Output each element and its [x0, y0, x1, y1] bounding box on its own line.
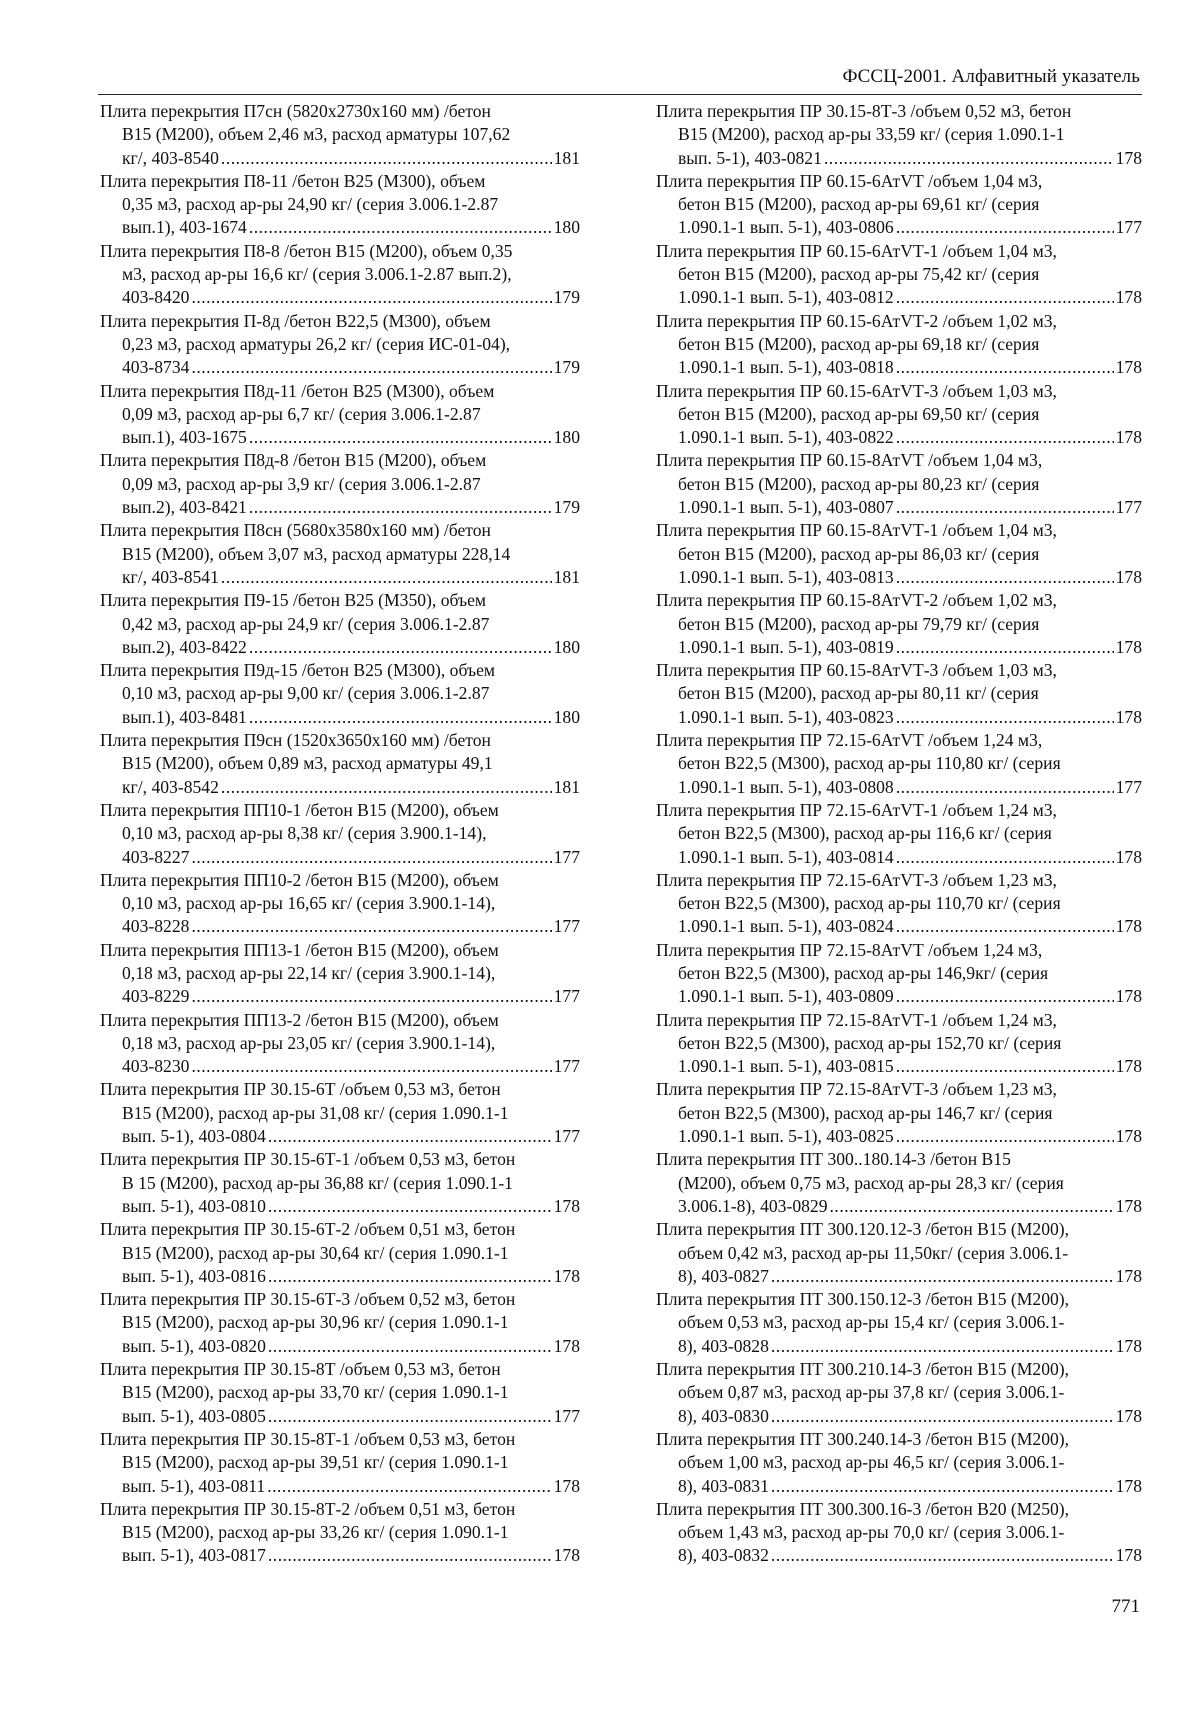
entry-text: кг/, 403-8541 [122, 566, 219, 587]
entry-page-ref: 178 [553, 1335, 580, 1356]
entry-last-line [100, 286, 580, 309]
entry-last-line [656, 1195, 1142, 1218]
dot-leader [896, 985, 1114, 1008]
entry-text: 403-8420 [122, 287, 190, 308]
entry-line: Плита перекрытия ПР 72.15-6АтVТ-3 /объем 1,23 м3, [656, 869, 1057, 890]
index-entry [656, 310, 1142, 380]
entry-page-ref: 177 [1115, 776, 1142, 797]
entry-line: Плита перекрытия ПР 60.15-8АтVТ-2 /объем 1,02 м3, [656, 590, 1057, 611]
entry-line: Плита перекрытия ПП10-1 /бетон В15 (М200), объем [100, 799, 499, 820]
entry-page-ref: 178 [1115, 1126, 1142, 1147]
entry-page-ref: 178 [1115, 357, 1142, 378]
entry-line: бетон В22,5 (М300), расход ар-ры 110,80 кг/ (серия [678, 753, 1061, 774]
dot-leader [896, 776, 1114, 799]
entry-text: 8), 403-0828 [678, 1335, 769, 1356]
entry-text: 8), 403-0830 [678, 1405, 769, 1426]
entry-line: 0,18 м3, расход ар-ры 22,14 кг/ (серия 3.900.1-14), [122, 962, 496, 983]
entry-page-ref: 180 [553, 427, 580, 448]
index-entry [656, 100, 1142, 170]
entry-text: 1.090.1-1 вып. 5-1), 403-0818 [678, 357, 894, 378]
dot-leader [830, 1195, 1114, 1218]
entry-page-ref: 178 [1115, 566, 1142, 587]
entry-last-line [656, 1544, 1142, 1567]
index-entry [656, 1288, 1142, 1358]
entry-last-line [100, 1265, 580, 1288]
index-entry [656, 869, 1142, 939]
entry-text: 1.090.1-1 вып. 5-1), 403-0813 [678, 566, 894, 587]
dot-leader [896, 706, 1114, 729]
entry-text: вып.1), 403-1674 [122, 217, 247, 238]
entry-line: бетон В15 (М200), расход ар-ры 80,23 кг/ (серия [678, 473, 1040, 494]
dot-leader [249, 426, 552, 449]
entry-line: Плита перекрытия П8д-11 /бетон В25 (М300), объем [100, 380, 495, 401]
entry-text: 1.090.1-1 вып. 5-1), 403-0809 [678, 986, 894, 1007]
entry-last-line [656, 286, 1142, 309]
dot-leader [896, 915, 1114, 938]
entry-line: Плита перекрытия П9сн (1520x3650x160 мм) /бетон [100, 730, 491, 751]
entry-page-ref: 177 [1115, 217, 1142, 238]
dot-leader [771, 1475, 1114, 1498]
entry-last-line [656, 915, 1142, 938]
entry-page-ref: 177 [553, 1126, 580, 1147]
entry-line: 0,18 м3, расход ар-ры 23,05 кг/ (серия 3.900.1-14), [122, 1032, 496, 1053]
entry-line: В15 (М200), расход ар-ры 31,08 кг/ (серия 1.090.1-1 [122, 1102, 509, 1123]
entry-last-line [100, 1195, 580, 1218]
entry-line: объем 1,00 м3, расход ар-ры 46,5 кг/ (серия 3.006.1- [678, 1452, 1065, 1473]
index-entry [656, 1009, 1142, 1079]
index-entry [656, 659, 1142, 729]
dot-leader [191, 286, 551, 309]
entry-page-ref: 178 [1115, 846, 1142, 867]
entry-last-line [656, 1125, 1142, 1148]
entry-line: 0,23 м3, расход арматуры 26,2 кг/ (серия ИС-01-04), [122, 333, 511, 354]
dot-leader [896, 356, 1114, 379]
entry-line: бетон В22,5 (М300), расход ар-ры 116,6 кг/ (серия [678, 823, 1052, 844]
entry-text: вып. 5-1), 403-0821 [678, 147, 822, 168]
entry-text: 1.090.1-1 вып. 5-1), 403-0822 [678, 427, 894, 448]
index-entry [100, 380, 580, 450]
index-entry [100, 589, 580, 659]
entry-line: объем 0,87 м3, расход ар-ры 37,8 кг/ (серия 3.006.1- [678, 1382, 1065, 1403]
dot-leader [896, 846, 1114, 869]
index-entry [100, 240, 580, 310]
entry-page-ref: 178 [1115, 1405, 1142, 1426]
entry-page-ref: 178 [1115, 147, 1142, 168]
entry-line: В15 (М200), расход ар-ры 30,64 кг/ (серия 1.090.1-1 [122, 1242, 509, 1263]
entry-page-ref: 178 [1115, 1545, 1142, 1566]
entry-last-line [100, 496, 580, 519]
entry-text: 8), 403-0832 [678, 1545, 769, 1566]
entry-line: Плита перекрытия ПР 60.15-8АтVТ /объем 1,04 м3, [656, 450, 1043, 471]
entry-text: 1.090.1-1 вып. 5-1), 403-0814 [678, 846, 894, 867]
dot-leader [896, 566, 1114, 589]
dot-leader [896, 636, 1114, 659]
entry-line: Плита перекрытия ПР 72.15-8АтVТ-1 /объем 1,24 м3, [656, 1009, 1057, 1030]
dot-leader [249, 636, 552, 659]
entry-line: Плита перекрытия ПР 60.15-8АтVТ-1 /объем 1,04 м3, [656, 520, 1057, 541]
entry-page-ref: 177 [553, 846, 580, 867]
entry-text: 1.090.1-1 вып. 5-1), 403-0812 [678, 287, 894, 308]
entry-last-line [656, 706, 1142, 729]
entry-page-ref: 181 [553, 776, 580, 797]
entry-line: Плита перекрытия П8-8 /бетон В15 (М200), объем 0,35 [100, 240, 513, 261]
entry-line: бетон В15 (М200), расход ар-ры 86,03 кг/ (серия [678, 543, 1040, 564]
entry-page-ref: 179 [553, 287, 580, 308]
dot-leader [221, 147, 552, 170]
entry-line: бетон В15 (М200), расход ар-ры 69,61 кг/ (серия [678, 194, 1040, 215]
entry-last-line [100, 1335, 580, 1358]
entry-text: вып.1), 403-8481 [122, 706, 247, 727]
index-entry [100, 310, 580, 380]
entry-last-line [100, 1405, 580, 1428]
dot-leader [896, 286, 1114, 309]
entry-last-line [100, 1125, 580, 1148]
index-entry [100, 1078, 580, 1148]
entry-last-line [656, 1475, 1142, 1498]
entry-text: 1.090.1-1 вып. 5-1), 403-0825 [678, 1126, 894, 1147]
entry-last-line [100, 985, 580, 1008]
entry-line: Плита перекрытия ПР 30.15-8Т-1 /объем 0,53 м3, бетон [100, 1428, 516, 1449]
index-entry [656, 939, 1142, 1009]
index-entry [656, 1078, 1142, 1148]
entry-line: 0,35 м3, расход ар-ры 24,90 кг/ (серия 3.006.1-2.87 [122, 194, 499, 215]
entry-page-ref: 178 [1115, 1056, 1142, 1077]
entry-last-line [100, 147, 580, 170]
entry-text: 403-8230 [122, 1056, 190, 1077]
entry-line: объем 0,53 м3, расход ар-ры 15,4 кг/ (серия 3.006.1- [678, 1312, 1065, 1333]
index-entry [100, 869, 580, 939]
index-entry [100, 100, 580, 170]
entry-last-line [100, 636, 580, 659]
entry-text: вып. 5-1), 403-0817 [122, 1545, 266, 1566]
entry-line: Плита перекрытия ПТ 300..180.14-3 /бетон В15 [656, 1149, 1011, 1170]
entry-page-ref: 178 [553, 1545, 580, 1566]
entry-line: Плита перекрытия ПП13-1 /бетон В15 (М200), объем [100, 939, 499, 960]
entry-page-ref: 177 [553, 1056, 580, 1077]
entry-page-ref: 177 [553, 986, 580, 1007]
dot-leader [268, 1265, 552, 1288]
entry-line: Плита перекрытия П8д-8 /бетон В15 (М200), объем [100, 450, 487, 471]
entry-last-line [100, 356, 580, 379]
entry-text: вып.1), 403-1675 [122, 427, 247, 448]
entry-line: 0,09 м3, расход ар-ры 3,9 кг/ (серия 3.006.1-2.87 [122, 473, 481, 494]
entry-line: бетон В22,5 (М300), расход ар-ры 152,70 кг/ (серия [678, 1032, 1062, 1053]
index-entry [656, 380, 1142, 450]
index-entry [100, 1009, 580, 1079]
index-entry [100, 1358, 580, 1428]
entry-last-line [656, 776, 1142, 799]
right-column [656, 100, 1142, 1568]
entry-line: В15 (М200), расход ар-ры 33,26 кг/ (серия 1.090.1-1 [122, 1522, 509, 1543]
entry-text: 1.090.1-1 вып. 5-1), 403-0807 [678, 497, 894, 518]
entry-line: бетон В22,5 (М300), расход ар-ры 110,70 кг/ (серия [678, 893, 1061, 914]
entry-text: вып. 5-1), 403-0820 [122, 1335, 266, 1356]
entry-line: Плита перекрытия ПТ 300.120.12-3 /бетон В15 (М200), [656, 1219, 1070, 1240]
entry-text: 1.090.1-1 вып. 5-1), 403-0806 [678, 217, 894, 238]
entry-line: бетон В15 (М200), расход ар-ры 75,42 кг/ (серия [678, 264, 1040, 285]
dot-leader [191, 985, 551, 1008]
dot-leader [249, 706, 552, 729]
entry-last-line [656, 216, 1142, 239]
dot-leader [896, 1125, 1114, 1148]
entry-line: Плита перекрытия ПТ 300.210.14-3 /бетон В15 (М200), [656, 1359, 1070, 1380]
entry-line: объем 0,42 м3, расход ар-ры 11,50кг/ (серия 3.006.1- [678, 1242, 1069, 1263]
index-entry [100, 1498, 580, 1568]
entry-text: вып. 5-1), 403-0811 [122, 1475, 266, 1496]
entry-page-ref: 180 [553, 217, 580, 238]
entry-text: 403-8229 [122, 986, 190, 1007]
index-entry [100, 729, 580, 799]
entry-page-ref: 178 [1115, 916, 1142, 937]
entry-page-ref: 178 [553, 1475, 580, 1496]
entry-line: бетон В15 (М200), расход ар-ры 79,79 кг/ (серия [678, 613, 1040, 634]
index-entry [656, 799, 1142, 869]
entry-page-ref: 177 [553, 916, 580, 937]
entry-last-line [656, 147, 1142, 170]
index-entry [656, 519, 1142, 589]
dot-leader [249, 216, 552, 239]
entry-last-line [656, 636, 1142, 659]
entry-last-line [656, 1265, 1142, 1288]
entry-line: Плита перекрытия ПР 60.15-8АтVТ-3 /объем 1,03 м3, [656, 660, 1057, 681]
entry-line: Плита перекрытия ПР 60.15-6АтVТ-3 /объем 1,03 м3, [656, 380, 1057, 401]
entry-page-ref: 177 [1115, 497, 1142, 518]
dot-leader [896, 1055, 1114, 1078]
index-entry [656, 240, 1142, 310]
index-entry [100, 659, 580, 729]
entry-text: вып. 5-1), 403-0810 [122, 1195, 266, 1216]
entry-line: бетон В15 (М200), расход ар-ры 69,50 кг/ (серия [678, 403, 1040, 424]
entry-last-line [100, 1055, 580, 1078]
dot-leader [896, 496, 1114, 519]
entry-text: 1.090.1-1 вып. 5-1), 403-0815 [678, 1056, 894, 1077]
entry-text: 1.090.1-1 вып. 5-1), 403-0824 [678, 916, 894, 937]
index-entry [100, 1148, 580, 1218]
entry-line: В15 (М200), объем 3,07 м3, расход арматуры 228,14 [122, 543, 511, 564]
entry-last-line [656, 1405, 1142, 1428]
entry-line: бетон В15 (М200), расход ар-ры 80,11 кг/ (серия [678, 683, 1039, 704]
index-entry [656, 1148, 1142, 1218]
entry-line: Плита перекрытия ПР 60.15-6АтVТ-1 /объем 1,04 м3, [656, 240, 1057, 261]
entry-line: В15 (М200), расход ар-ры 33,70 кг/ (серия 1.090.1-1 [122, 1382, 509, 1403]
entry-line: 0,42 м3, расход ар-ры 24,9 кг/ (серия 3.006.1-2.87 [122, 613, 490, 634]
entry-page-ref: 178 [1115, 1335, 1142, 1356]
entry-line: (М200), объем 0,75 м3, расход ар-ры 28,3 кг/ (серия [678, 1172, 1064, 1193]
index-entry [100, 939, 580, 1009]
index-entry [100, 519, 580, 589]
entry-line: Плита перекрытия П9д-15 /бетон В25 (М300), объем [100, 660, 496, 681]
entry-text: вып. 5-1), 403-0816 [122, 1265, 266, 1286]
entry-line: В15 (М200), объем 0,89 м3, расход арматуры 49,1 [122, 753, 493, 774]
entry-line: Плита перекрытия П-8д /бетон В22,5 (М300), объем [100, 310, 491, 331]
entry-line: Плита перекрытия ПР 72.15-8АтVТ-3 /объем 1,23 м3, [656, 1079, 1057, 1100]
entry-text: вып. 5-1), 403-0805 [122, 1405, 266, 1426]
page-number: 771 [1111, 1596, 1140, 1617]
entry-line: Плита перекрытия ПР 30.15-6Т-3 /объем 0,52 м3, бетон [100, 1289, 516, 1310]
entry-last-line [656, 356, 1142, 379]
dot-leader [268, 1335, 552, 1358]
entry-page-ref: 178 [1115, 427, 1142, 448]
entry-last-line [100, 776, 580, 799]
entry-last-line [100, 915, 580, 938]
entry-page-ref: 181 [553, 147, 580, 168]
index-entry [656, 729, 1142, 799]
entry-line: В 15 (М200), расход ар-ры 36,88 кг/ (серия 1.090.1-1 [122, 1172, 513, 1193]
entry-page-ref: 178 [1115, 1265, 1142, 1286]
entry-text: 1.090.1-1 вып. 5-1), 403-0819 [678, 636, 894, 657]
dot-leader [221, 566, 552, 589]
entry-line: Плита перекрытия ПТ 300.150.12-3 /бетон В15 (М200), [656, 1289, 1070, 1310]
entry-page-ref: 180 [553, 636, 580, 657]
entry-line: Плита перекрытия ПР 30.15-6Т /объем 0,53 м3, бетон [100, 1079, 501, 1100]
entry-last-line [656, 846, 1142, 869]
entry-last-line [100, 1475, 580, 1498]
entry-line: Плита перекрытия П8сн (5680x3580x160 мм) /бетон [100, 520, 491, 541]
entry-page-ref: 177 [553, 1405, 580, 1426]
entry-line: Плита перекрытия ПР 60.15-6АтVТ-2 /объем 1,02 м3, [656, 310, 1057, 331]
entry-text: 1.090.1-1 вып. 5-1), 403-0823 [678, 706, 894, 727]
index-entry [100, 449, 580, 519]
entry-line: бетон В22,5 (М300), расход ар-ры 146,9кг/ (серия [678, 962, 1049, 983]
dot-leader [771, 1335, 1114, 1358]
entry-line: В15 (М200), расход ар-ры 39,51 кг/ (серия 1.090.1-1 [122, 1452, 509, 1473]
index-entry [100, 1288, 580, 1358]
index-entry [100, 170, 580, 240]
entry-text: 403-8734 [122, 357, 190, 378]
entry-line: бетон В22,5 (М300), расход ар-ры 146,7 кг/ (серия [678, 1102, 1053, 1123]
dot-leader [191, 1055, 551, 1078]
entry-last-line [656, 1055, 1142, 1078]
entry-line: Плита перекрытия П7сн (5820x2730x160 мм) /бетон [100, 101, 491, 121]
entry-line: Плита перекрытия ПР 60.15-6АтVТ /объем 1,04 м3, [656, 170, 1043, 191]
entry-line: Плита перекрытия ПР 72.15-8АтVТ /объем 1,24 м3, [656, 939, 1043, 960]
entry-text: кг/, 403-8542 [122, 776, 219, 797]
dot-leader [268, 1405, 552, 1428]
entry-last-line [656, 496, 1142, 519]
dot-leader [268, 1125, 552, 1148]
entry-page-ref: 178 [553, 1265, 580, 1286]
entry-line: Плита перекрытия ПТ 300.240.14-3 /бетон В15 (М200), [656, 1428, 1070, 1449]
entry-line: Плита перекрытия ПР 30.15-6Т-1 /объем 0,53 м3, бетон [100, 1149, 516, 1170]
dot-leader [221, 776, 552, 799]
entry-last-line [100, 706, 580, 729]
entry-text: 8), 403-0827 [678, 1265, 769, 1286]
entry-page-ref: 178 [553, 1195, 580, 1216]
index-entry [656, 449, 1142, 519]
entry-line: Плита перекрытия ПР 30.15-8Т /объем 0,53 м3, бетон [100, 1359, 501, 1380]
left-column [100, 100, 580, 1568]
index-entry [656, 1428, 1142, 1498]
dot-leader [771, 1544, 1114, 1567]
entry-last-line [100, 1544, 580, 1567]
entry-text: кг/, 403-8540 [122, 147, 219, 168]
entry-line: Плита перекрытия ПП10-2 /бетон В15 (М200), объем [100, 869, 499, 890]
entry-text: вып.2), 403-8422 [122, 636, 247, 657]
dot-leader [268, 1544, 552, 1567]
entry-line: В15 (М200), расход ар-ры 33,59 кг/ (серия 1.090.1-1 [678, 124, 1065, 145]
dot-leader [191, 356, 551, 379]
dot-leader [824, 147, 1114, 170]
dot-leader [771, 1405, 1114, 1428]
entry-text: 8), 403-0831 [678, 1475, 769, 1496]
entry-last-line [656, 1335, 1142, 1358]
entry-last-line [100, 846, 580, 869]
dot-leader [191, 846, 551, 869]
dot-leader [191, 915, 551, 938]
dot-leader [268, 1195, 552, 1218]
entry-line: Плита перекрытия ПТ 300.300.16-3 /бетон В20 (М250), [656, 1498, 1070, 1519]
entry-page-ref: 181 [553, 566, 580, 587]
entry-last-line [656, 985, 1142, 1008]
entry-line: 0,10 м3, расход ар-ры 8,38 кг/ (серия 3.900.1-14), [122, 823, 487, 844]
entry-last-line [100, 566, 580, 589]
index-entry [656, 1498, 1142, 1568]
dot-leader [896, 426, 1114, 449]
entry-line: В15 (М200), объем 2,46 м3, расход арматуры 107,62 [122, 124, 511, 145]
index-entry [656, 170, 1142, 240]
entry-page-ref: 179 [553, 357, 580, 378]
entry-line: Плита перекрытия ПР 30.15-8Т-2 /объем 0,51 м3, бетон [100, 1498, 516, 1519]
entry-line: Плита перекрытия ПР 30.15-8Т-3 /объем 0,52 м3, бетон [656, 101, 1072, 121]
entry-page-ref: 178 [1115, 706, 1142, 727]
entry-line: Плита перекрытия ПР 30.15-6Т-2 /объем 0,51 м3, бетон [100, 1219, 516, 1240]
entry-line: бетон В15 (М200), расход ар-ры 69,18 кг/ (серия [678, 333, 1040, 354]
entry-text: 3.006.1-8), 403-0829 [678, 1195, 828, 1216]
index-entry [656, 1218, 1142, 1288]
dot-leader [267, 1475, 551, 1498]
entry-page-ref: 178 [1115, 636, 1142, 657]
entry-text: 1.090.1-1 вып. 5-1), 403-0808 [678, 776, 894, 797]
index-entry [100, 1428, 580, 1498]
entry-line: Плита перекрытия ПР 72.15-6АтVТ-1 /объем 1,24 м3, [656, 799, 1057, 820]
entry-page-ref: 178 [1115, 1475, 1142, 1496]
entry-page-ref: 178 [1115, 1195, 1142, 1216]
dot-leader [249, 496, 552, 519]
index-entry [100, 799, 580, 869]
index-entry [656, 589, 1142, 659]
entry-last-line [100, 426, 580, 449]
entry-text: вып. 5-1), 403-0804 [122, 1126, 266, 1147]
entry-line: м3, расход ар-ры 16,6 кг/ (серия 3.006.1-2.87 вып.2), [122, 264, 512, 285]
entry-last-line [656, 566, 1142, 589]
dot-leader [896, 216, 1114, 239]
entry-page-ref: 178 [1115, 986, 1142, 1007]
dot-leader [771, 1265, 1114, 1288]
entry-line: 0,09 м3, расход ар-ры 6,7 кг/ (серия 3.006.1-2.87 [122, 403, 481, 424]
running-header: ФССЦ-2001. Алфавитный указатель [842, 66, 1140, 87]
entry-text: 403-8227 [122, 846, 190, 867]
entry-last-line [100, 216, 580, 239]
entry-line: Плита перекрытия П9-15 /бетон В25 (М350), объем [100, 590, 487, 611]
entry-line: Плита перекрытия П8-11 /бетон В25 (М300), объем [100, 170, 486, 191]
entry-last-line [656, 426, 1142, 449]
entry-text: 403-8228 [122, 916, 190, 937]
header-rule [98, 94, 1142, 95]
index-entry [100, 1218, 580, 1288]
entry-line: Плита перекрытия ПР 72.15-6АтVТ /объем 1,24 м3, [656, 730, 1043, 751]
entry-line: 0,10 м3, расход ар-ры 16,65 кг/ (серия 3.900.1-14), [122, 893, 496, 914]
entry-line: Плита перекрытия ПП13-2 /бетон В15 (М200), объем [100, 1009, 499, 1030]
entry-text: вып.2), 403-8421 [122, 497, 247, 518]
entry-line: В15 (М200), расход ар-ры 30,96 кг/ (серия 1.090.1-1 [122, 1312, 509, 1333]
entry-page-ref: 178 [1115, 287, 1142, 308]
entry-line: объем 1,43 м3, расход ар-ры 70,0 кг/ (серия 3.006.1- [678, 1522, 1065, 1543]
entry-page-ref: 180 [553, 706, 580, 727]
index-entry [656, 1358, 1142, 1428]
entry-page-ref: 179 [553, 497, 580, 518]
entry-line: 0,10 м3, расход ар-ры 9,00 кг/ (серия 3.006.1-2.87 [122, 683, 490, 704]
